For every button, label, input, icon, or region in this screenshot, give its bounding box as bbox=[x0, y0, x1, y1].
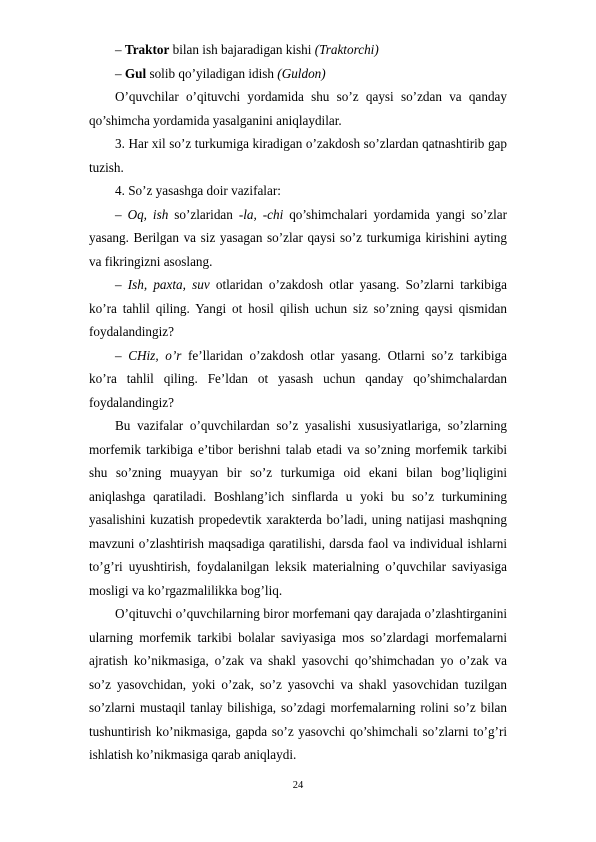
example-answer: (Guldon) bbox=[277, 65, 326, 81]
paragraph-item-3: 3. Har xil so’z turkumiga kiradigan o’zakdosh so’zlardan qatnashtirib gap tuzish. bbox=[89, 136, 507, 175]
page-number: 24 bbox=[292, 780, 304, 791]
page-body bbox=[89, 38, 507, 767]
paragraph-teacher-determines: O’qituvchi o’quvchilarning biror morfemani qay darajada o’zlashtirganini ularning morfemik tarkibi bolalar saviyasiga mos so’zlardagi morfemalarni ajratish ko’nikmasiga, o’zak va shakl yasovchi qo’shimchadan yo o’zak va so’z yasovchidan, yoki o’zak, so’z yasovchi va shakl yasovchidan tuzilgan so’zlarni mustaqil tanlay bilishiga, so’zdagi morfemalarning rolini so’z bilan tushuntirish ko’nikmasiga, gapda so’z yasovchi qo’shimchali so’zlarni to’g’ri ishlatish ko’nikmasiga qarab aniqlaydi. bbox=[89, 606, 507, 762]
paragraph-item-4: 4. So’z yasashga doir vazifalar: bbox=[115, 183, 281, 198]
example-gul bbox=[89, 62, 507, 86]
dash: – bbox=[115, 277, 128, 292]
task-words: Oq, ish bbox=[127, 206, 169, 222]
task-words: CHiz, o’r bbox=[128, 347, 182, 363]
example-text: solib qo’yiladigan idish bbox=[146, 65, 278, 81]
task-text: qo’shimchalari yordamida yangi so’zlar yasang. Berilgan va siz yasagan so’zlar qaysi so’z turkumiga kirishini ayting va fikringizni asoslang. bbox=[89, 206, 507, 269]
task-ish-paxta-suv bbox=[89, 273, 507, 344]
example-traktor bbox=[89, 38, 507, 62]
bold-term: Gul bbox=[124, 65, 147, 81]
task-text: otlaridan o’zakdosh otlar yasang. So’zlarni tarkibiga ko’ra tahlil qiling. Yangi ot hosil qilish uchun siz so’zning qaysi qismidan foydalandingiz? bbox=[89, 277, 508, 339]
task-words: Ish, paxta, suv bbox=[127, 277, 210, 292]
paragraph-tasks-require: Bu vazifalar o’quvchilardan so’z yasalishi xususiyatlariga, so’zlarning morfemik tarkibiga e’tibor berishni talab etadi va so’zning morfemik tarkibi shu so’zning muayyan bir so’z turkumiga oid ekani bilan bog’liqligini aniqlashga qaratiladi. Boshlang’ich sinflarda u yoki bu so’z turkumining yasalishini kuzatish propedevtik xarakterda bo’ladi, uning natijasi mashqning mavzuni o’zlashtirish maqsadiga qaratilishi, darsda faol va individual ishlarni to’g’ri uyushtirish, foydalanilgan leksik materialning o’quvchilar saviyasiga mosligi va ko’rgazmalilikka bog’liq. bbox=[89, 418, 507, 598]
dash: – bbox=[115, 347, 129, 363]
task-text: fe’llaridan o’zakdosh otlar yasang. Otlarni so’z tarkibiga ko’ra tahlil qiling. Fe’ldan ot yasash uchun qanday qo’shimchalardan foydalandingiz? bbox=[89, 347, 507, 410]
dash: – bbox=[115, 65, 125, 81]
bold-term: Traktor bbox=[124, 42, 170, 57]
dash: – bbox=[115, 206, 128, 222]
example-answer: (Traktorchi) bbox=[314, 42, 379, 57]
task-chiz-or bbox=[89, 344, 507, 415]
task-oq-ish bbox=[89, 203, 507, 274]
dash: – bbox=[115, 42, 125, 57]
task-suffixes: -la, -chi bbox=[238, 206, 284, 222]
paragraph-pupils-determine: O’quvchilar o’qituvchi yordamida shu so’z qaysi so’zdan va qanday qo’shimcha yordamida yasalganini aniqlaydilar. bbox=[89, 89, 507, 128]
task-text: so’zlaridan bbox=[168, 206, 239, 222]
example-text: bilan ish bajaradigan kishi bbox=[169, 42, 315, 57]
